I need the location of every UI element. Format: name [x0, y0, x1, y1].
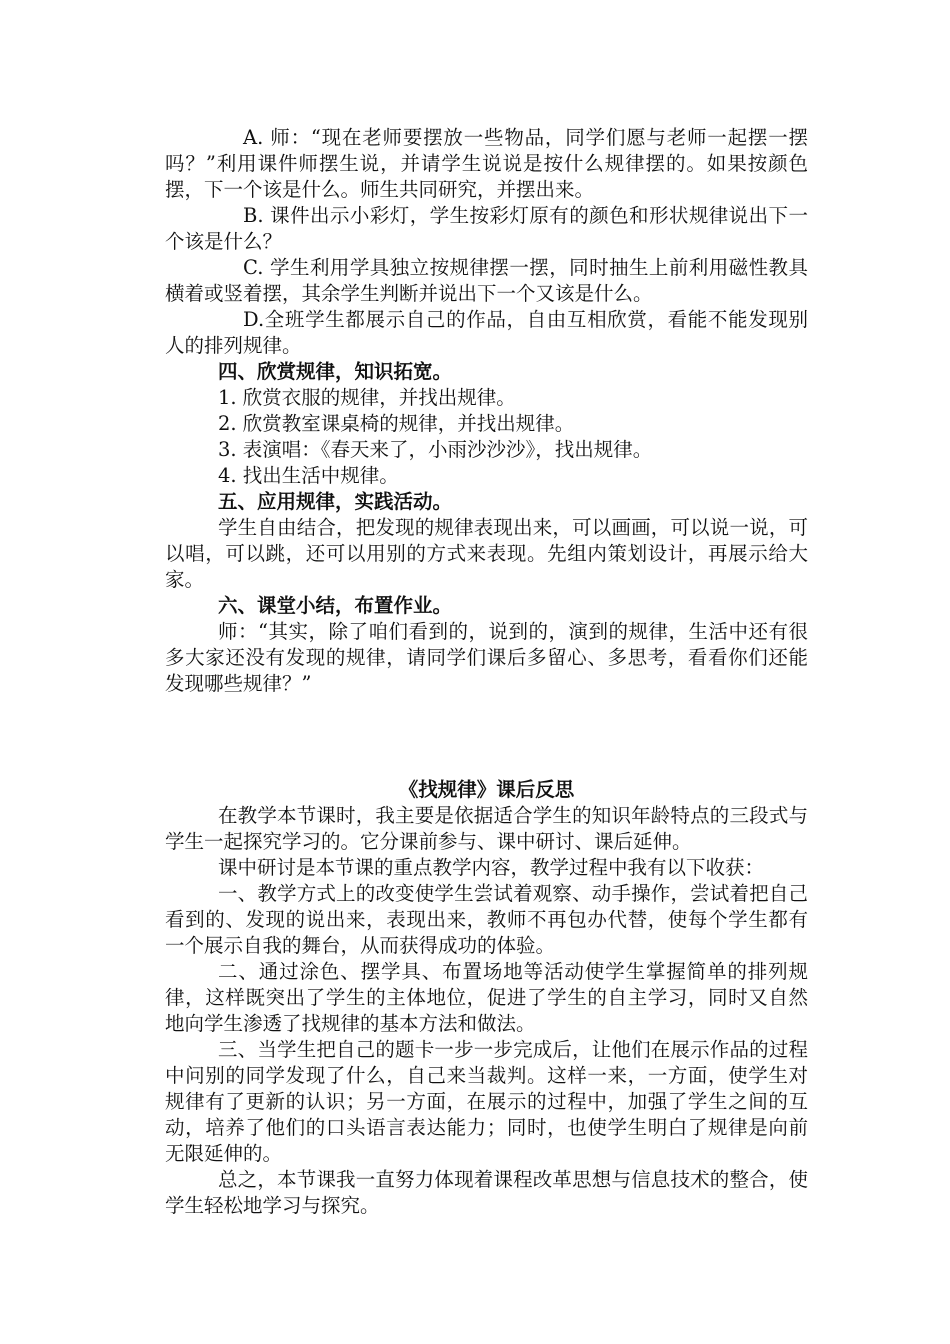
section4-item: 4. 找出生活中规律。: [218, 464, 399, 487]
reflection-paragraph: 总之，本节课我一直努力体现着课程改革思想与信息技术的整合，使学生轻松地学习与探究。: [165, 1168, 808, 1217]
step-d-paragraph: D.全班学生都展示自己的作品，自由互相欣赏，看能不能发现别人的排列规律。: [165, 308, 808, 357]
reflection-paragraph: 一、教学方式上的改变使学生尝试着观察、动手操作，尝试着把自己看到的、发现的说出来，表现出来，教师不再包办代替，使每个学生都有一个展示自我的舞台，从而获得成功的体验。: [165, 882, 808, 957]
step-a-paragraph: A. 师：“现在老师要摆放一些物品，同学们愿与老师一起摆一摆吗？”利用课件师摆生说，并请学生说说是按什么规律摆的。如果按颜色摆，下一个该是什么。师生共同研究，并摆出来。: [165, 126, 808, 201]
section4-item: 2. 欣赏教室课桌椅的规律，并找出规律。: [218, 412, 575, 435]
section-spacer: [165, 697, 808, 777]
step-c-paragraph: C. 学生利用学具独立按规律摆一摆，同时抽生上前利用磁性教具横着或竖着摆，其余学生判断并说出下一个又该是什么。: [165, 256, 808, 305]
reflection-paragraph: 二、通过涂色、摆学具、布置场地等活动使学生掌握简单的排列规律，这样既突出了学生的主体地位，促进了学生的自主学习，同时又自然地向学生渗透了找规律的基本方法和做法。: [165, 960, 808, 1035]
section4-heading: 四、欣赏规律，知识拓宽。: [218, 360, 453, 383]
reflection-paragraph: 三、当学生把自己的题卡一步一步完成后，让他们在展示作品的过程中问别的同学发现了什么，自己来当裁判。这样一来，一方面，使学生对规律有了更新的认识；另一方面，在展示的过程中，加强了学生之间的互动，培养了他们的口头语言表达能力；同时，也使学生明白了规律是向前无限延伸的。: [165, 1038, 808, 1165]
section4-item: 3. 表演唱：《春天来了，小雨沙沙沙》，找出规律。: [218, 438, 653, 461]
step-b-paragraph: B. 课件出示小彩灯，学生按彩灯原有的颜色和形状规律说出下一个该是什么？: [165, 204, 808, 253]
reflection-paragraph: 课中研讨是本节课的重点教学内容，教学过程中我有以下收获：: [218, 856, 765, 879]
section6-text: 师：“其实，除了咱们看到的，说到的，演到的规律，生活中还有很多大家还没有发现的规律，请同学们课后多留心、多思考，看看你们还能发现哪些规律？”: [165, 620, 808, 695]
section6-heading: 六、课堂小结，布置作业。: [218, 594, 453, 617]
reflection-paragraph: 在教学本节课时，我主要是依据适合学生的知识年龄特点的三段式与学生一起探究学习的。它分课前参与、课中研讨、课后延伸。: [165, 804, 808, 853]
section4-item: 1. 欣赏衣服的规律，并找出规律。: [218, 386, 516, 409]
document-page: [165, 125, 808, 1219]
section5-heading: 五、应用规律，实践活动。: [218, 490, 453, 513]
section5-text: 学生自由结合，把发现的规律表现出来，可以画画，可以说一说，可以唱，可以跳，还可以用别的方式来表现。先组内策划设计，再展示给大家。: [165, 516, 808, 591]
reflection-title: 《找规律》课后反思: [398, 778, 575, 801]
